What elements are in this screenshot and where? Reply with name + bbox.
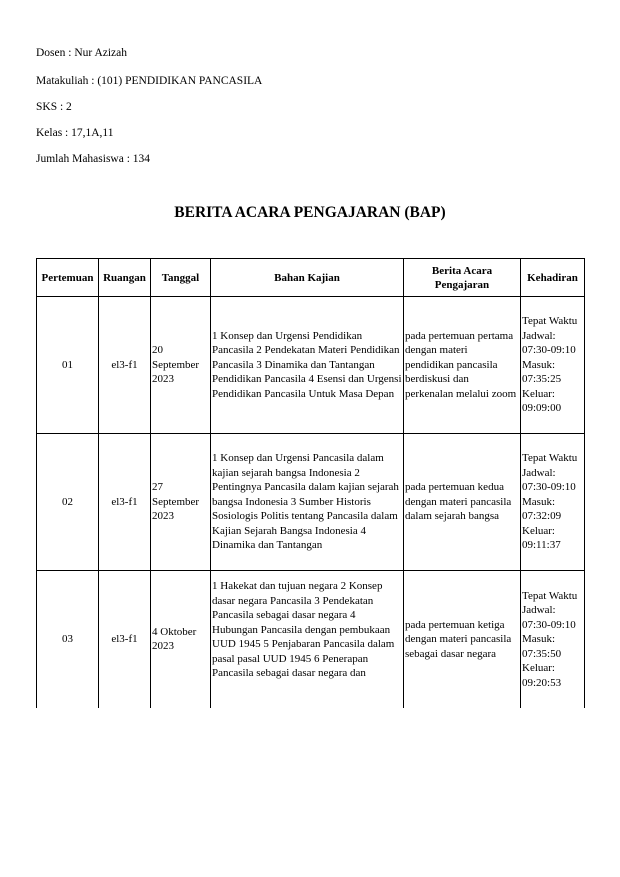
col-bahan-kajian: Bahan Kajian — [211, 259, 404, 297]
cell-berita-acara: pada pertemuan pertama dengan materi pendidikan pancasila berdiskusi dan perkenalan melalui zoom — [404, 297, 521, 434]
cell-bahan-kajian-text: 1 Hakekat dan tujuan negara 2 Konsep dasar negara Pancasila 3 Pendekatan Pancasila sebagai dasar negara 4 Hubungan Pancasila dengan pembukaan UUD 1945 5 Penjabaran Pancasila dalam pasal pasal UUD 1945 6 Penerapan Pancasila sebagai dasar negara dan — [212, 580, 395, 679]
cell-kehadiran: Tepat Waktu Jadwal: 07:30-09:10 Masuk: 07:35:50 Keluar: 09:20:53 — [521, 571, 585, 708]
cell-pertemuan: 02 — [37, 434, 99, 571]
page-title: BERITA ACARA PENGAJARAN (BAP) — [174, 204, 446, 221]
cell-bahan-kajian: 1 Konsep dan Urgensi Pendidikan Pancasila 2 Pendekatan Materi Pendidikan Pancasila 3 Dinamika dan Tantangan Pendidikan Pancasila 4 Esensi dan Urgensi Pendidikan Pancasila Untuk Masa Depan — [211, 297, 404, 434]
dosen-line: Dosen : Nur Azizah — [36, 47, 128, 59]
sks-line: SKS : 2 — [36, 101, 72, 113]
cell-ruangan: el3-f1 — [99, 434, 151, 571]
kelas-line: Kelas : 17,1A,11 — [36, 127, 114, 139]
cell-tanggal: 27 September 2023 — [151, 434, 211, 571]
cell-berita-acara: pada pertemuan kedua dengan materi pancasila dalam sejarah bangsa — [404, 434, 521, 571]
table-row — [37, 434, 585, 571]
jumlah-mahasiswa-line: Jumlah Mahasiswa : 134 — [36, 153, 151, 165]
table-row — [37, 571, 585, 708]
col-tanggal: Tanggal — [151, 259, 211, 297]
col-berita-acara: Berita Acara Pengajaran — [404, 259, 521, 297]
cell-pertemuan: 01 — [37, 297, 99, 434]
cell-berita-acara: pada pertemuan ketiga dengan materi pancasila sebagai dasar negara — [404, 571, 521, 708]
bap-table — [36, 258, 585, 708]
cell-pertemuan: 03 — [37, 571, 99, 708]
table-header-row — [37, 259, 585, 297]
cell-tanggal: 4 Oktober 2023 — [151, 571, 211, 708]
matakuliah-line: Matakuliah : (101) PENDIDIKAN PANCASILA — [36, 75, 263, 87]
cell-ruangan: el3-f1 — [99, 297, 151, 434]
cell-tanggal: 20 September 2023 — [151, 297, 211, 434]
cell-ruangan: el3-f1 — [99, 571, 151, 708]
col-ruangan: Ruangan — [99, 259, 151, 297]
cell-kehadiran: Tepat Waktu Jadwal: 07:30-09:10 Masuk: 07:35:25 Keluar: 09:09:00 — [521, 297, 585, 434]
table-row — [37, 297, 585, 434]
col-kehadiran: Kehadiran — [521, 259, 585, 297]
cell-bahan-kajian: 1 Konsep dan Urgensi Pancasila dalam kajian sejarah bangsa Indonesia 2 Pentingnya Pancasila dalam kajian sejarah bangsa Indonesia 3 Sumber Historis Sosiologis Politis tentang Pancasila dalam Kajian Sejarah Bangsa Indonesia 4 Dinamika dan Tantangan — [211, 434, 404, 571]
cell-bahan-kajian — [211, 571, 404, 708]
col-pertemuan: Pertemuan — [37, 259, 99, 297]
cell-kehadiran: Tepat Waktu Jadwal: 07:30-09:10 Masuk: 07:32:09 Keluar: 09:11:37 — [521, 434, 585, 571]
